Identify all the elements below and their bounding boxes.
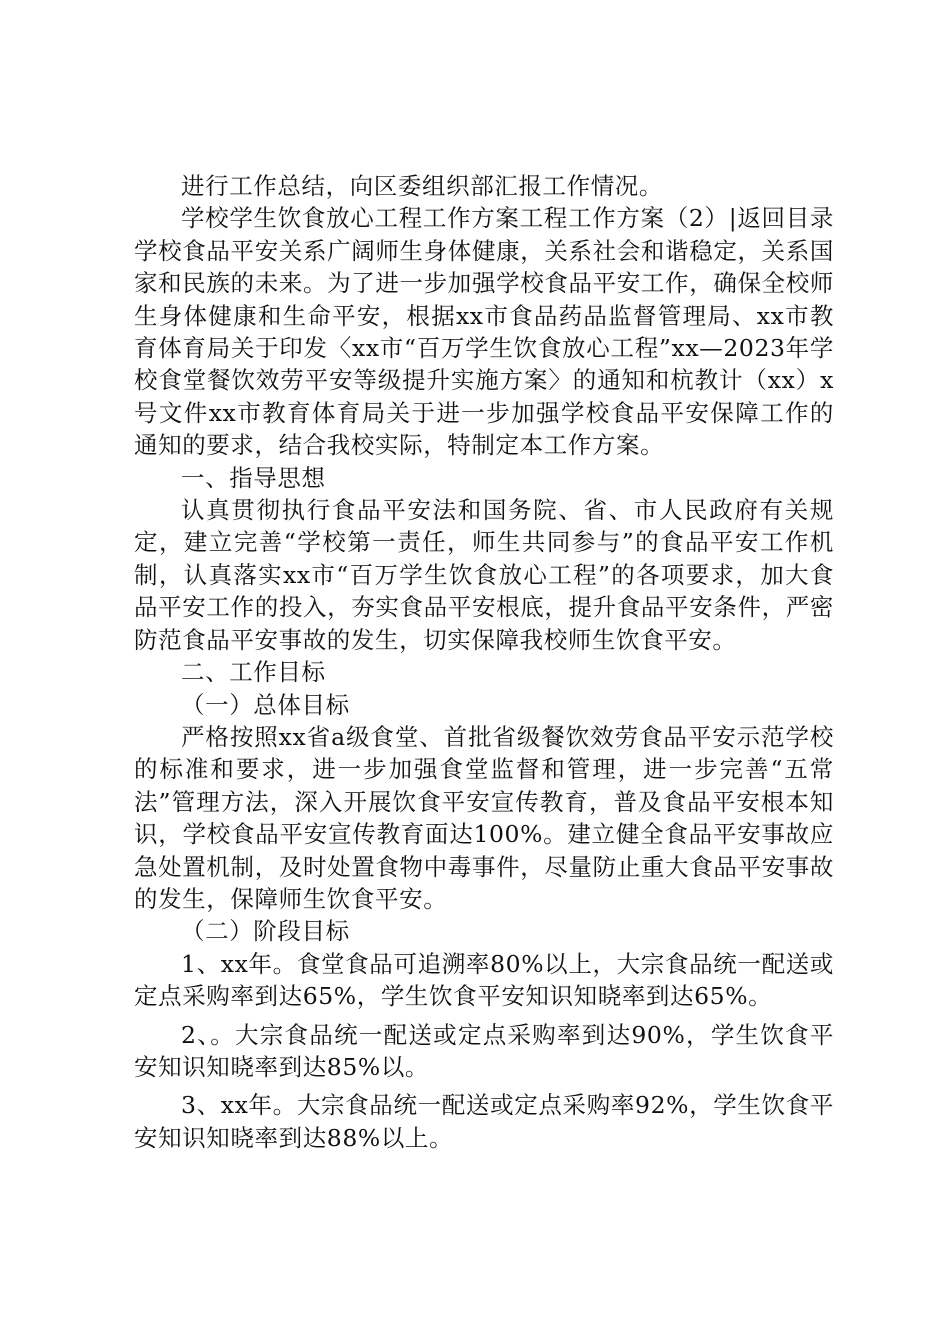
paragraph-guiding-thought: 认真贯彻执行食品平安法和国务院、省、市人民政府有关规定，建立完善“学校第一责任，师生共同参与”的食品平安工作机制，认真落实xx市“百万学生饮食放心工程”的各项要求，加大食品平安工作的投入，夯实食品平安根底，提升食品平安条件，严密防范食品平安事故的发生，切实保障我校师生饮食平安。 — [134, 496, 834, 654]
subsection-heading-stage-goals: （二）阶段目标 — [181, 917, 350, 946]
list-item-stage-goal-1: 1、xx年。食堂食品可追溯率80%以上，大宗食品统一配送或定点采购率到达65%，学生饮食平安知识知晓率到达65%。 — [134, 949, 834, 1011]
list-item-stage-goal-3: 3、xx年。大宗食品统一配送或定点采购率92%，学生饮食平安知识知晓率到达88%以上。 — [134, 1091, 834, 1152]
list-item-stage-goal-2: 2、。大宗食品统一配送或定点采购率到达90%，学生饮食平安知识知晓率到达85%以。 — [134, 1020, 834, 1081]
document-body — [134, 170, 834, 1154]
paragraph-overall-goal: 严格按照xx省a级食堂、首批省级餐饮效劳食品平安示范学校的标准和要求，进一步加强食堂监督和管理，进一步完善“五常法”管理方法，深入开展饮食平安宣传教育，普及食品平安根本知识，学校食品平安宣传教育面达100%。建立健全食品平安事故应急处置机制，及时处置食物中毒事件，尽量防止重大食品平安事故的发生，保障师生饮食平安。 — [134, 722, 834, 913]
section-heading-work-goals: 二、工作目标 — [181, 658, 326, 687]
section-heading-guiding-thought: 一、指导思想 — [181, 463, 326, 492]
subsection-heading-overall-goal: （一）总体目标 — [181, 690, 350, 719]
paragraph-summary: 进行工作总结，向区委组织部汇报工作情况。 — [181, 172, 663, 200]
paragraph-introduction: 学校学生饮食放心工程工作方案工程工作方案（2）|返回目录学校食品平安关系广阔师生身体健康，关系社会和谐稳定，关系国家和民族的未来。为了进一步加强学校食品平安工作，确保全校师生身体健康和生命平安，根据xx市食品药品监督管理局、xx市教育体育局关于印发〈xx市“百万学生饮食放心工程”xx—2023年学校食堂餐饮效劳平安等级提升实施方案〉的通知和杭教计（xx）x号文件xx市教育体育局关于进一步加强学校食品平安保障工作的通知的要求，结合我校实际，特制定本工作方案。 — [134, 204, 834, 460]
